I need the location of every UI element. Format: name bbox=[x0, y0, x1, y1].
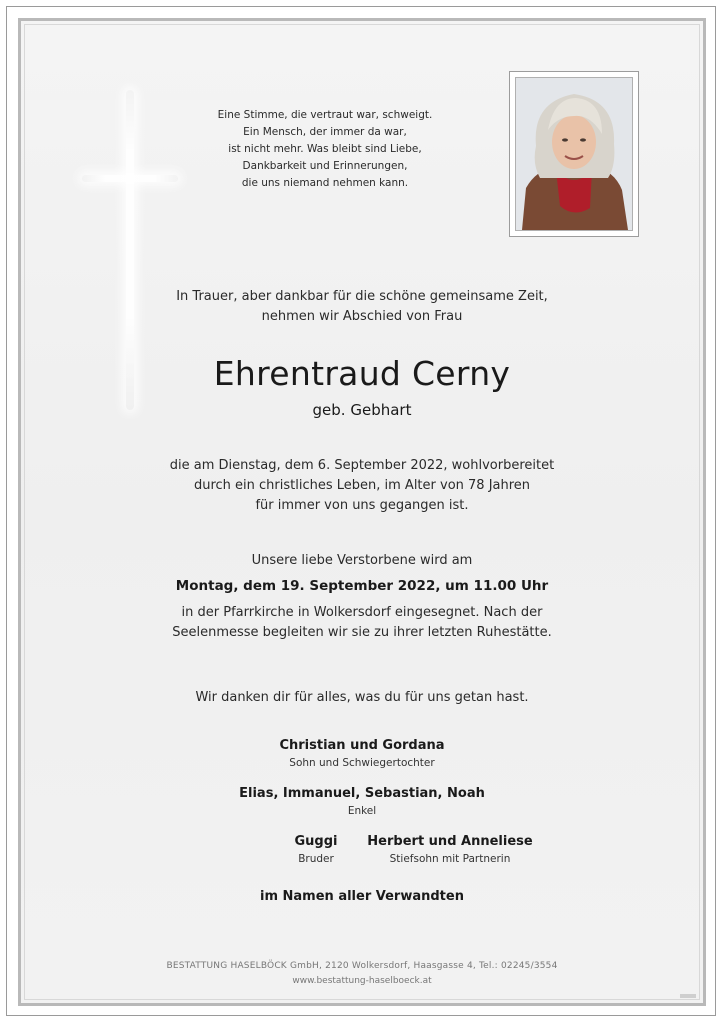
poem bbox=[205, 107, 445, 192]
poem-line: Eine Stimme, die vertraut war, schweigt. bbox=[217, 109, 433, 121]
mourner-name: Herbert und Anneliese bbox=[367, 834, 533, 849]
death-notice-line: durch ein christliches Leben, im Alter von 78 Jahren bbox=[193, 478, 531, 493]
intro-line: nehmen wir Abschied von Frau bbox=[261, 309, 463, 324]
portrait-photo bbox=[515, 77, 633, 231]
mourner-relation: Bruder bbox=[298, 853, 334, 865]
mourner-group bbox=[0, 785, 724, 819]
funeral-intro: Unsere liebe Verstorbene wird am bbox=[251, 553, 473, 568]
mourner-name: Elias, Immanuel, Sebastian, Noah bbox=[239, 786, 485, 801]
poem-line: die uns niemand nehmen kann. bbox=[241, 177, 409, 189]
mourner-group bbox=[360, 833, 540, 867]
intro-text bbox=[0, 287, 724, 327]
funeral-place-line: in der Pfarrkirche in Wolkersdorf eingesegnet. Nach der bbox=[181, 605, 543, 620]
funeral-place-line: Seelenmesse begleiten wir sie zu ihrer letzten Ruhestätte. bbox=[172, 625, 552, 640]
funeral-place bbox=[0, 603, 724, 643]
death-notice bbox=[0, 456, 724, 516]
portrait-photo-frame bbox=[509, 71, 639, 237]
deceased-name: Ehrentraud Cerny bbox=[213, 354, 511, 393]
death-notice-line: für immer von uns gegangen ist. bbox=[255, 498, 469, 513]
portrait-image bbox=[516, 78, 632, 230]
mourner-name: Guggi bbox=[294, 834, 338, 849]
mourner-group bbox=[276, 833, 356, 867]
poem-line: ist nicht mehr. Was bleibt sind Liebe, bbox=[228, 143, 422, 155]
intro-line: In Trauer, aber dankbar für die schöne gemeinsame Zeit, bbox=[176, 289, 548, 304]
poem-line: Dankbarkeit und Erinnerungen, bbox=[242, 160, 408, 172]
closing-text: im Namen aller Verwandten bbox=[260, 889, 464, 904]
mourner-relation: Enkel bbox=[347, 805, 377, 817]
mourner-relation: Sohn und Schwiegertochter bbox=[289, 757, 435, 769]
print-stamp bbox=[680, 994, 696, 998]
mourner-relation: Stiefsohn mit Partnerin bbox=[389, 853, 511, 865]
footer-website: www.bestattung-haselboeck.at bbox=[292, 976, 432, 986]
poem-line: Ein Mensch, der immer da war, bbox=[243, 126, 407, 138]
footer-address: BESTATTUNG HASELBÖCK GmbH, 2120 Wolkersdorf, Haasgasse 4, Tel.: 02245/3554 bbox=[166, 961, 558, 971]
thanks-text: Wir danken dir für alles, was du für uns getan hast. bbox=[195, 690, 529, 705]
mourner-group bbox=[0, 737, 724, 771]
death-notice-line: die am Dienstag, dem 6. September 2022, wohlvorbereitet bbox=[169, 458, 555, 473]
funeral-date: Montag, dem 19. September 2022, um 11.00 Uhr bbox=[175, 578, 549, 594]
cross-horizontal-beam bbox=[82, 175, 178, 182]
mourner-name: Christian und Gordana bbox=[279, 738, 445, 753]
born-name: geb. Gebhart bbox=[312, 401, 412, 419]
